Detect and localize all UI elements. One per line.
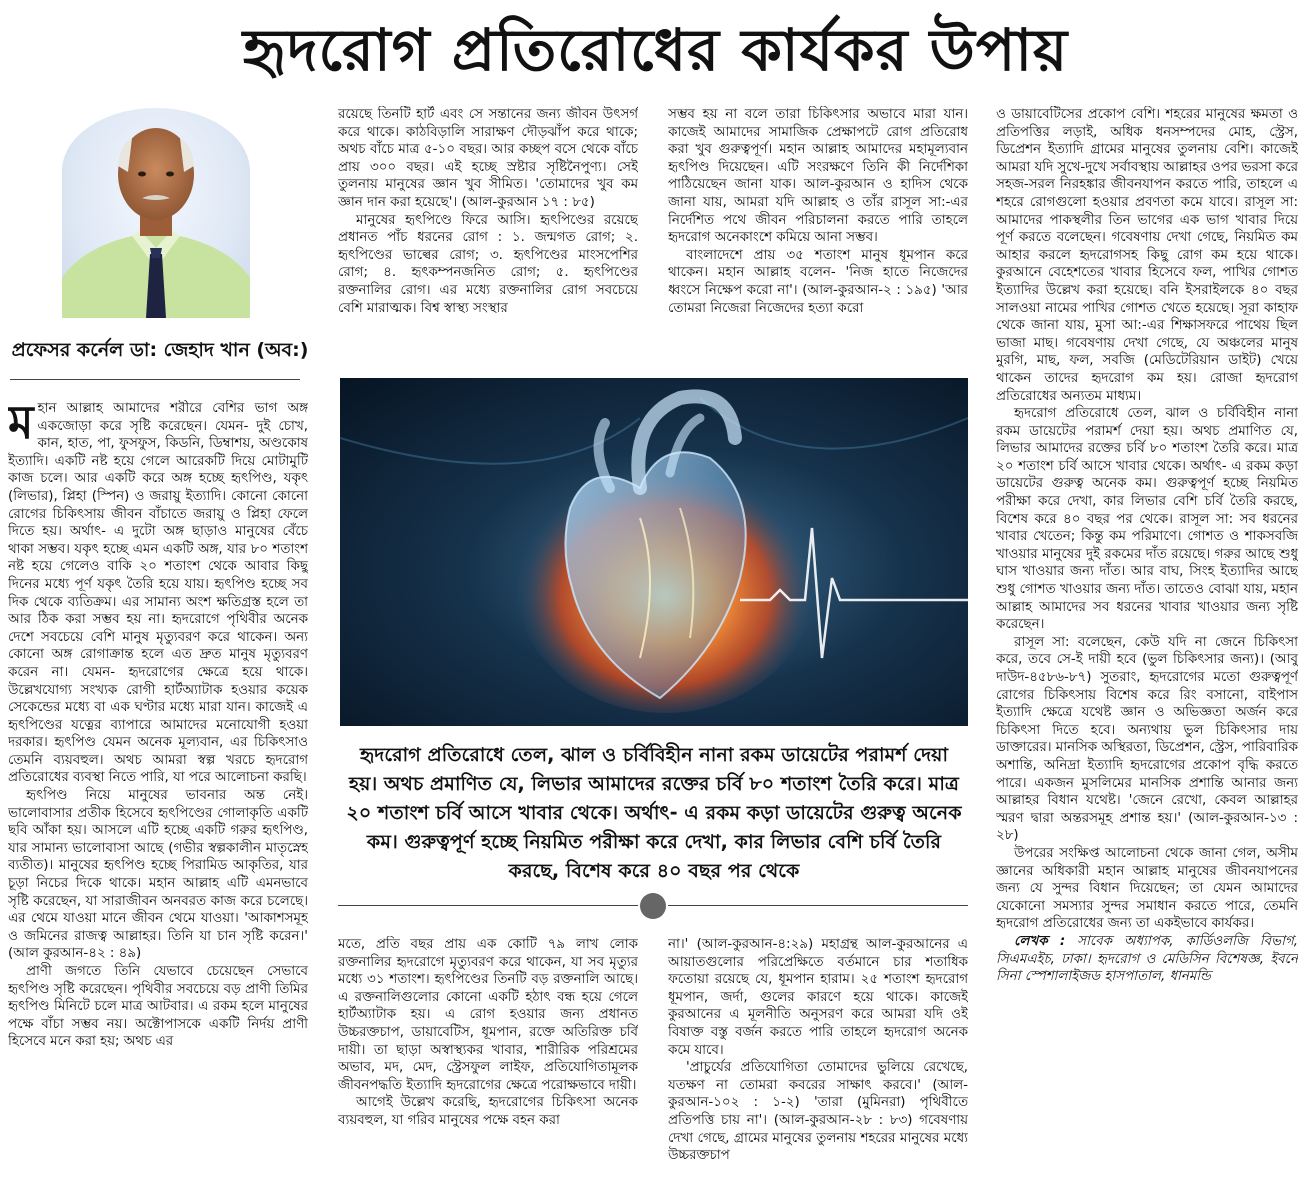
paragraph: সম্ভব হয় না বলে তারা চিকিৎসার অভাবে মারা যান। কাজেই আমাদের সামাজিক প্রেক্ষাপটে রোগ প্রতিরোধ করা খুব গুরুত্বপূর্ণ। মহান আল্লাহ আমাদের মহামূল্যবান হৃৎপিণ্ড দিয়েছেন। এটি সংরক্ষণে তিনি কী নির্দেশিকা পাঠিয়েছেন জানা যাক। আল-কুরআন ও হাদিস থেকে জানা যায়, আমরা যদি আল্লাহ ও তাঁর রাসূল সা:-এর নির্দেশিত পথে জীবন পরিচালনা করতে পারি তাহলে হৃদরোগ অনেকাংশে কমিয়ে আনা সম্ভব। [668, 107, 968, 246]
author-note [996, 933, 1298, 986]
column-3-top [668, 106, 968, 368]
heart-illustration [340, 378, 968, 726]
byline-divider [10, 379, 300, 380]
author-note-text: সাবেক অধ্যাপক, কার্ডিওলজি বিভাগ, সিএমএইচ, ঢাকা। হৃদরোগ ও মেডিসিন বিশেষজ্ঞ, ইবনে সিনা স্পেশালাইজড হাসপাতাল, ধানমন্ডি [996, 933, 1298, 985]
paragraph: না।' (আল-কুরআন-৪:২৯) মহাগ্রন্থ আল-কুরআনের এ আয়াতগুলোর পরিপ্রেক্ষিতে বর্তমানে চার শতাধিক ফতোয়া রয়েছে যে, ধূমপান হারাম। ২৫ শতাংশ হৃদরোগ ধূমপান, জর্দা, গুলের কারণে হয়ে থাকে। কাজেই কুরআনের এ মূলনীতি অনুসরণ করে আমরা যদি ওই বিষাক্ত বস্তু বর্জন করতে পারি তাহলে হৃদরোগ অনেক কমে যাবে। [668, 937, 968, 1058]
paragraph: 'প্রাচুর্যের প্রতিযোগিতা তোমাদের ভুলিয়ে রেখেছে, যতক্ষণ না তোমরা কবরের সাক্ষাৎ করবে।' (আল-কুরআন-১০২ : ১-২) 'তারা (মুমিনরা) পৃথিবীতে প্রতিপত্তি চায় না'। (আল-কুরআন-২৮ : ৮৩) গবেষণায় দেখা গেছে, গ্রামের মানুষের তুলনায় শহরের মানুষের মধ্যে উচ্চরক্তচাপ [668, 1060, 968, 1164]
paragraph: উপরের সংক্ষিপ্ত আলোচনা থেকে জানা গেল, অসীম জ্ঞানের অধিকারী মহান আল্লাহ মানুষের জীবনযাপনের জন্য যে সুন্দর বিধান দিয়েছেন; তা যেমন আমাদের যেকোনো সমস্যার সুন্দর সমাধান করতে পারে, তেমনি হৃদরোগ প্রতিরোধের জন্য তা একইভাবে কার্যকর। [996, 845, 1298, 932]
paragraph: মানুষের হৃৎপিণ্ডে ফিরে আসি। হৃৎপিণ্ডের রয়েছে প্রধানত পাঁচ ধরনের রোগ : ১. জন্মগত রোগ; ২. হৃৎপিণ্ডের ভাল্বের রোগ; ৩. হৃৎপিণ্ডের মাংসপেশির রোগ; ৪. হৃৎকম্পনজনিত রোগ; ৫. হৃৎপিণ্ডের রক্তনালির রোগ। এর মধ্যে রক্তনালির রোগ সবচেয়ে বেশি মারাত্মক। বিশ্ব স্বাস্থ্য সংস্থার [338, 212, 638, 316]
paragraph: রাসূল সা: বলেছেন, কেউ যদি না জেনে চিকিৎসা করে, তবে সে-ই দায়ী হবে (ভুল চিকিৎসার জন্য)। (আবু দাউদ-৪৫৮৬-৮৭) সুতরাং, হৃদরোগের মতো গুরুত্বপূর্ণ রোগের চিকিৎসায় বিশেষ করে রিং বসানো, বাইপাস ইত্যাদি ক্ষেত্রে যথেষ্ট জ্ঞান ও অভিজ্ঞতা অর্জন করে চিকিৎসা দিতে হবে। অন্যথায় ভুল চিকিৎসার দায় ডাক্তারের। মানসিক অস্থিরতা, ডিপ্রেশন, স্ট্রেস, পারিবারিক অশান্তি, অনিদ্রা ইত্যাদি হৃদরোগের প্রকোপ বৃদ্ধি করতে পারে। একজন মুসলিমের মানসিক প্রশান্তি আনার জন্য আল্লাহর বিধান যথেষ্ট। 'জেনে রেখো, কেবল আল্লাহর স্মরণ দ্বারা অন্তরসমূহ প্রশান্ত হয়।' (আল-কুরআন-১৩ : ২৮) [996, 634, 1298, 844]
drop-cap: ম [8, 400, 34, 449]
author-photo [62, 108, 250, 318]
paragraph: ও ডায়াবেটিসের প্রকোপ বেশি। শহরের মানুষের ক্ষমতা ও প্রতিপত্তির লড়াই, অধিক ধনসম্পদের মোহ, স্ট্রেস, ডিপ্রেশন ইত্যাদি গ্রামের মানুষের তুলনায় বেশি। কাজেই আমরা যদি সুখে-দুখে সর্বাবস্থায় আল্লাহর ওপর ভরসা করে সহজ-সরল নিরহঙ্কার জীবনযাপন করতে পারি, তাহলে এ শহরে রোগগুলো হওয়ার প্রবণতা কমে যাবে। রাসূল সা: আমাদের পাকস্থলীর তিন ভাগের এক ভাগ খাবার দিয়ে পূর্ণ করতে বলেছেন। গবেষণায় দেখা গেছে, নিয়মিত কম আহার করলে হৃদরোগসহ কিছু রোগ কম হয়ে থাকে। কুরআনে বেহেশতের খাবার হিসেবে ফল, পাখির গোশত ইত্যাদির উল্লেখ করা হয়েছে। বনি ইসরাইলকে ৪০ বছর সালওয়া নামের পাখির গোশত খেতে হয়েছে। সূরা কাহাফ থেকে জানা যায়, মুসা আ:-এর শিক্ষাসফরে পাথেয় ছিল ভাজা মাছ। গবেষণায় দেখা গেছে, যে অঞ্চলের মানুষ মুরগি, মাছ, ফল, সবজি (মেডিটেরিয়ান ডাইট) খেয়ে থাকেন তাদের হৃদরোগ কম হয়। রোজা হৃদরোগ প্রতিরোধের অন্যতম মাধ্যম। [996, 107, 1298, 404]
intro-text: হান আল্লাহ আমাদের শরীরে বেশির ভাগ অঙ্গ একজোড়া করে সৃষ্টি করেছেন। যেমন- দুই চোখ, কান, হাত, পা, ফুসফুস, কিডনি, ডিম্বাশয়, অণ্ডকোষ ইত্যাদি। একটি নষ্ট হয়ে গেলে আরেকটি দিয়ে মোটামুটি কাজ চলে। আর একটি করে অঙ্গ হচ্ছে হৃৎপিণ্ড, যকৃৎ (লিভার), প্লিহা (স্পিন) ও জরায়ু ইত্যাদি। কোনো কোনো রোগের চিকিৎসায় জীবন বাঁচাতে জরায়ু ও প্লিহা ফেলে দিতে হয়। অর্থাৎ- এ দুটো অঙ্গ ছাড়াও মানুষের বেঁচে থাকা সম্ভব। যকৃৎ হচ্ছে এমন একটি অঙ্গ, যার ৮০ শতাংশ নষ্ট হয়ে গেলেও বাকি ২০ শতাংশ থেকে আবার কিছু দিনের মধ্যে পূর্ণ যকৃৎ তৈরি হয়ে যায়। হৃৎপিণ্ড হচ্ছে সব দিক থেকে ব্যতিক্রম। এর সামান্য অংশ ক্ষতিগ্রস্ত হলে তা আর ঠিক করা সম্ভব হয় না। হৃদরোগে পৃথিবীর অনেক দেশে সবচেয়ে বেশি মানুষ মৃত্যুবরণ করে থাকেন। অন্য কোনো অঙ্গ রোগাক্রান্ত হলে এত দ্রুত মানুষ মৃত্যুবরণ করেন না। যেমন- হৃদরোগের ক্ষেত্রে হয়ে থাকে। উল্লেখযোগ্য সংখ্যক রোগী হার্টঅ্যাটাক হওয়ার কয়েক সেকেন্ডের মধ্যে বা এক ঘণ্টার মধ্যে মারা যান। কাজেই এ হৃৎপিণ্ডের যত্নের ব্যাপারে আমাদের মনোযোগী হওয়া দরকার। হৃৎপিণ্ড যেমন অনেক মূল্যবান, এর চিকিৎসাও তেমনি ব্যয়বহুল। অথচ আমরা স্বল্প খরচে হৃদরোগ প্রতিরোধের ব্যবস্থা নিতে পারি, যা পরে আলোচনা করছি। [8, 401, 308, 786]
divider-dot [640, 893, 666, 919]
author-portrait-figure [62, 108, 250, 318]
paragraph: মতে, প্রতি বছর প্রায় এক কোটি ৭৯ লাখ লোক রক্তনালির হৃদরোগে মৃত্যুবরণ করে থাকেন, যা সব মৃত্যুর মধ্যে ৩১ শতাংশ। হৃৎপিণ্ডের তিনটি বড় রক্তনালি আছে। এ রক্তনালিগুলোর কোনো একটি হঠাৎ বন্ধ হয়ে গেলে হার্টঅ্যাটাক হয়। এ রোগ হওয়ার জন্য প্রধানত উচ্চরক্তচাপ, ডায়াবেটিস, ধূমপান, রক্তে অতিরিক্ত চর্বি দায়ী। তা ছাড়া অস্বাস্থ্যকর খাবার, শারীরিক পরিশ্রমের অভাব, মদ, মেদ, স্ট্রেসফুল লাইফ, প্রতিযোগিতামূলক জীবনপদ্ধতি ইত্যাদি হৃদরোগের ক্ষেত্রে পরোক্ষভাবে দায়ী। [338, 937, 638, 1093]
author-byline: প্রফেসর কর্নেল ডা: জেহাদ খান (অব:) [11, 339, 309, 361]
column-2-top [338, 106, 638, 368]
column-2-bottom [338, 936, 638, 1202]
paragraph: রয়েছে তিনটি হার্ট এবং সে সন্তানের জন্য জীবন উৎসর্গ করে থাকে। কাঠবিড়ালি সারাক্ষণ দৌড়ঝাঁপ করে থাকে; অথচ বাঁচে মাত্র ৫-১০ বছর। আর কচ্ছপ বসে থেকে বাঁচে প্রায় ৩০০ বছর। এই হচ্ছে স্রষ্টার সৃষ্টিনৈপুণ্য। সেই তুলনায় মানুষের জ্ঞান খুব সীমিত। 'তোমাদের খুব কম জ্ঞান দান করা হয়েছে'। (আল-কুরআন ১৭ : ৮৫) [338, 107, 638, 210]
author-note-label: লেখক : [1014, 933, 1066, 949]
intro-paragraph [8, 400, 308, 787]
paragraph: হৃদরোগ প্রতিরোধে তেল, ঝাল ও চর্বিবিহীন নানা রকম ডায়েটের পরামর্শ দেয়া হয়। অথচ প্রমাণিত যে, লিভার আমাদের রক্তের চর্বি ৮০ শতাংশ তৈরি করে। মাত্র ২০ শতাংশ চর্বি আসে খাবার থেকে। অর্থাৎ- এ রকম কড়া ডায়েটের গুরুত্ব অনেক কম। গুরুত্বপূর্ণ হচ্ছে নিয়মিত পরীক্ষা করে দেখা, কার লিভার বেশি চর্বি তৈরি করছে, বিশেষ করে ৪০ বছর পর থেকে। রাসূল সা: সব ধরনের খাবার খেতেন; কিন্তু কম পরিমাণে। গোশত ও শাকসবজি খাওয়ার মানুষের দুই রকমের দাঁত রয়েছে। গরুর আছে শুধু ঘাস খাওয়ার জন্য দাঁত। আর বাঘ, সিংহ ইত্যাদির আছে শুধু গোশত খাওয়ার জন্য দাঁত। তাতেও বোঝা যায়, মহান আল্লাহ আমাদের সব ধরনের খাবার খাওয়ার জন্য সৃষ্টি করেছেন। [996, 406, 1298, 633]
section-divider-right [668, 905, 968, 906]
paragraph: হৃৎপিণ্ড নিয়ে মানুষের ভাবনার অন্ত নেই। ভালোবাসার প্রতীক হিসেবে হৃৎপিণ্ডের গোলাকৃতি একটি ছবি আঁকা হয়। আসলে এটি হচ্ছে একটি গরুর হৃৎপিণ্ড, যার সামান্য ভালোবাসা আছে (গভীর স্বল্পকালীন মাতৃস্নেহ ব্যতীত)। মানুষের হৃৎপিণ্ড হচ্ছে পিরামিড আকৃতির, যার চূড়া নিচের দিকে থাকে। মহান আল্লাহ এটি এমনভাবে সৃষ্টি করেছেন, যা সারাজীবন অনবরত কাজ করে চলেছে। এর থেমে যাওয়া মানে জীবন থেমে যাওয়া। 'আকাশসমূহ ও জমিনের রাজত্ব আল্লাহর। তিনি যা চান সৃষ্টি করেন।' (আল কুরআন-৪২ : ৪৯) [8, 788, 308, 962]
column-1 [8, 400, 308, 1200]
paragraph: প্রাণী জগতে তিনি যেভাবে চেয়েছেন সেভাবে হৃৎপিণ্ড সৃষ্টি করেছেন। পৃথিবীর সবচেয়ে বড় প্রাণী তিমির হৃৎপিণ্ড মিনিটে চলে মাত্র আটবার। এ রকম হলে মানুষের পক্ষে বাঁচা সম্ভব নয়। অক্টোপাসকে একটি নির্দয় প্রাণী হিসেবে মনে করা হয়; অথচ এর [8, 964, 308, 1050]
paragraph: আগেই উল্লেখ করেছি, হৃদরোগের চিকিৎসা অনেক ব্যয়বহুল, যা গরিব মানুষের পক্ষে বহন করা [338, 1095, 638, 1128]
headline: হৃদরোগ প্রতিরোধের কার্যকর উপায় [242, 16, 1069, 84]
paragraph: বাংলাদেশে প্রায় ৩৫ শতাংশ মানুষ ধূমপান করে থাকেন। মহান আল্লাহ বলেন- 'নিজ হাতে নিজেদের ধ্বংসে নিক্ষেপ করো না'। (আল-কুরআন-২ : ১৯৫) 'আর তোমরা নিজেরা নিজেদের হত্যা করো [668, 247, 968, 316]
pull-quote: হৃদরোগ প্রতিরোধে তেল, ঝাল ও চর্বিবিহীন নানা রকম ডায়েটের পরামর্শ দেয়া হয়। অথচ প্রমাণিত যে, লিভার আমাদের রক্তের চর্বি ৮০ শতাংশ তৈরি করে। মাত্র ২০ শতাংশ চর্বি আসে খাবার থেকে। অর্থাৎ- এ রকম কড়া ডায়েটের গুরুত্ব অনেক কম। গুরুত্বপূর্ণ হচ্ছে নিয়মিত পরীক্ষা করে দেখা, কার লিভার বেশি চর্বি তৈরি করছে, বিশেষ করে ৪০ বছর পর থেকে [346, 743, 962, 882]
section-divider-left [338, 905, 638, 906]
heart-graphic [340, 378, 968, 726]
column-3-bottom [668, 936, 968, 1202]
column-4 [996, 106, 1298, 1202]
